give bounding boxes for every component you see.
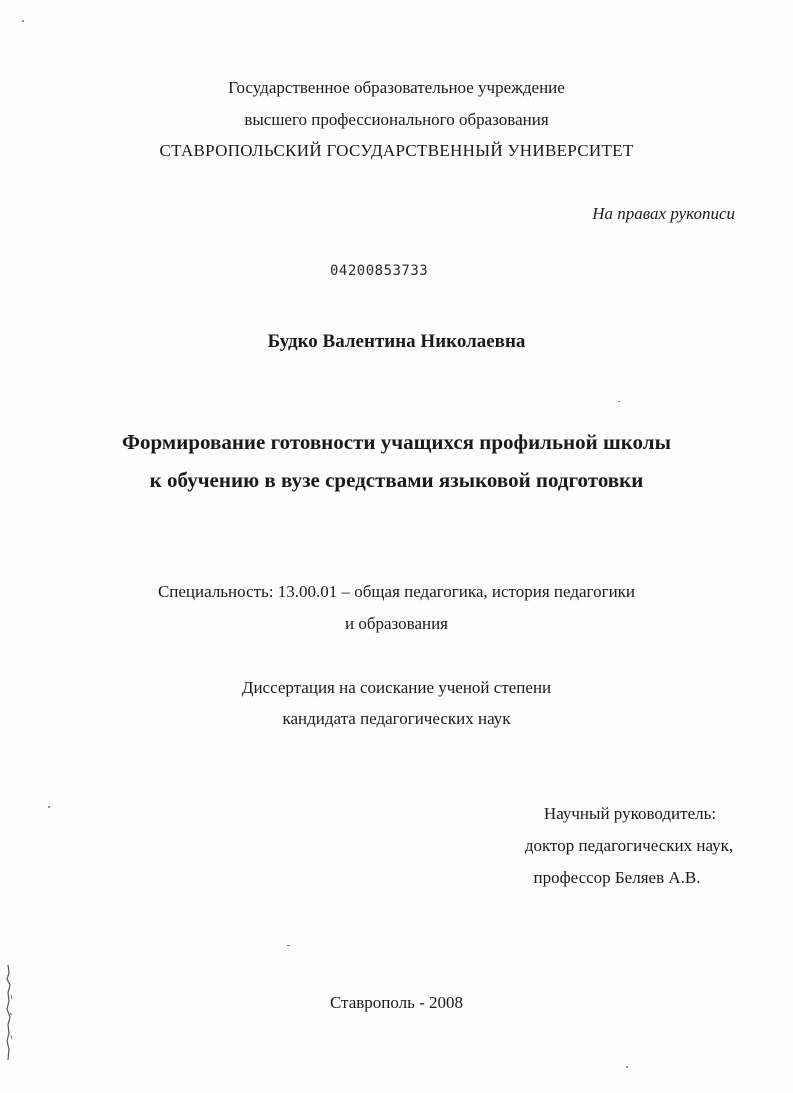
institution-line-2: высшего профессионального образования [244,110,549,129]
degree-line-1: Диссертация на соискание ученой степени [241,678,552,697]
specialty-line-2: и образования [344,614,449,633]
university-name: СТАВРОПОЛЬСКИЙ ГОСУДАРСТВЕННЫЙ УНИВЕРСИТЕТ [159,141,634,160]
specialty-line-1: Специальность: 13.00.01 – общая педагогика, история педагогики [157,582,636,601]
supervisor-label: Научный руководитель: [543,804,717,823]
scan-speck [22,20,24,22]
dissertation-title-line-1: Формирование готовности учащихся профильной школы [122,430,671,454]
dissertation-title-line-2: к обучению в вузе средствами языковой подготовки [149,468,644,492]
author-name: Будко Валентина Николаевна [267,331,526,352]
scan-speck [287,945,290,946]
scan-speck [618,401,620,402]
scan-speck [48,806,50,808]
supervisor-degree: доктор педагогических наук, [524,836,734,855]
institution-line-1: Государственное образовательное учреждение [228,78,565,97]
scan-speck [626,1066,628,1068]
degree-line-2: кандидата педагогических наук [282,709,511,728]
scan-edge-mark [4,965,14,1060]
registration-number: 04200853733 [330,263,429,279]
manuscript-note: На правах рукописи [592,204,735,223]
city-year: Ставрополь - 2008 [329,993,464,1012]
supervisor-name: профессор Беляев А.В. [533,868,701,887]
